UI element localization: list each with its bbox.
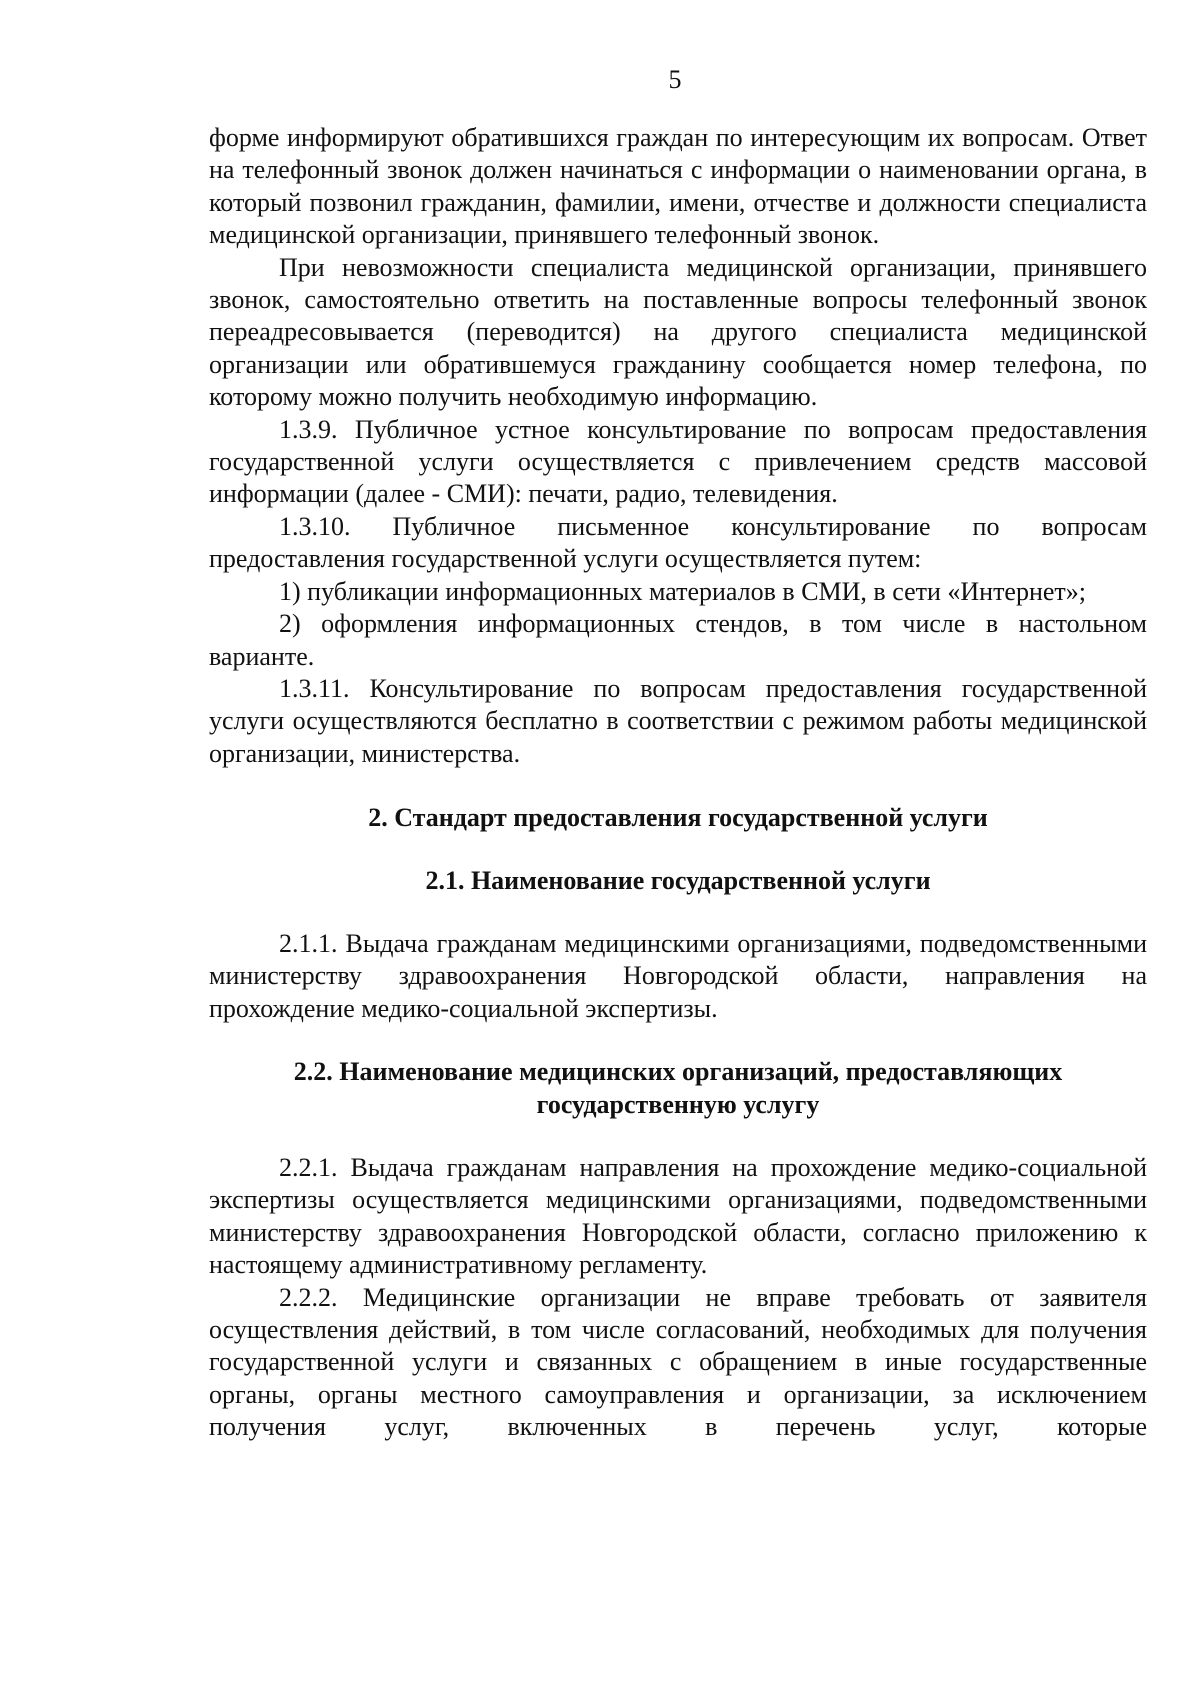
paragraph-redirect: При невозможности специалиста медицинской организации, принявшего звонок, самостоятельно ответить на поставленные вопросы телефонный звонок переадресовывается (переводится) на другого специалиста медицинской организации или обратившемуся гражданину сообщается номер телефона, по которому можно получить необходимую информацию.: [209, 252, 1147, 412]
page-number: 5: [668, 65, 682, 94]
paragraph-1-3-9: 1.3.9. Публичное устное консультирование по вопросам предоставления государственной услуги осуществляется с привлечением средств массовой информации (далее - СМИ): печати, радио, телевидения.: [209, 414, 1147, 509]
section-2-2-heading-line-2: государственную услугу: [536, 1089, 820, 1119]
list-item-2: 2) оформления информационных стендов, в том числе в настольном варианте.: [209, 609, 1147, 671]
document-body: [209, 122, 1147, 1444]
paragraph-2-2-1: 2.2.1. Выдача гражданам направления на прохождение медико-социальной экспертизы осуществляется медицинскими организациями, подведомственными министерству здравоохранения Новгородской области, согласно приложению к настоящему административному регламенту.: [209, 1152, 1147, 1280]
section-2-2-heading-line-1: 2.2. Наименование медицинских организаций, предоставляющих: [293, 1057, 1063, 1087]
paragraph-1-3-10: 1.3.10. Публичное письменное консультирование по вопросам предоставления государственной услуги осуществляется путем:: [209, 511, 1147, 574]
section-2-heading: 2. Стандарт предоставления государственной услуги: [368, 803, 988, 833]
paragraph-2-1-1: 2.1.1. Выдача гражданам медицинскими организациями, подведомственными министерству здравоохранения Новгородской области, направления на прохождение медико-социальной экспертизы.: [209, 928, 1147, 1023]
list-item-1: 1) публикации информационных материалов в СМИ, в сети «Интернет»;: [279, 576, 1087, 606]
section-2-2-heading: [209, 1056, 1147, 1121]
paragraph-2-2-2: 2.2.2. Медицинские организации не вправе требовать от заявителя осуществления действий, в том числе согласований, необходимых для получения государственной услуги и связанных с обращением в иные государственные органы, органы местного самоуправления и организации, за исключением получения услуг, включенных в перечень услуг, которые: [209, 1282, 1147, 1442]
section-2-1-heading: 2.1. Наименование государственной услуги: [425, 865, 931, 895]
paragraph-continuation: форме информируют обратившихся граждан по интересующим их вопросам. Ответ на телефонный звонок должен начинаться с информации о наименовании органа, в который позвонил гражданин, фамилии, имени, отчестве и должности специалиста медицинской организации, принявшего телефонный звонок.: [209, 123, 1147, 250]
paragraph-1-3-11: 1.3.11. Консультирование по вопросам предоставления государственной услуги осуществляются бесплатно в соответствии с режимом работы медицинской организации, министерства.: [209, 673, 1147, 768]
